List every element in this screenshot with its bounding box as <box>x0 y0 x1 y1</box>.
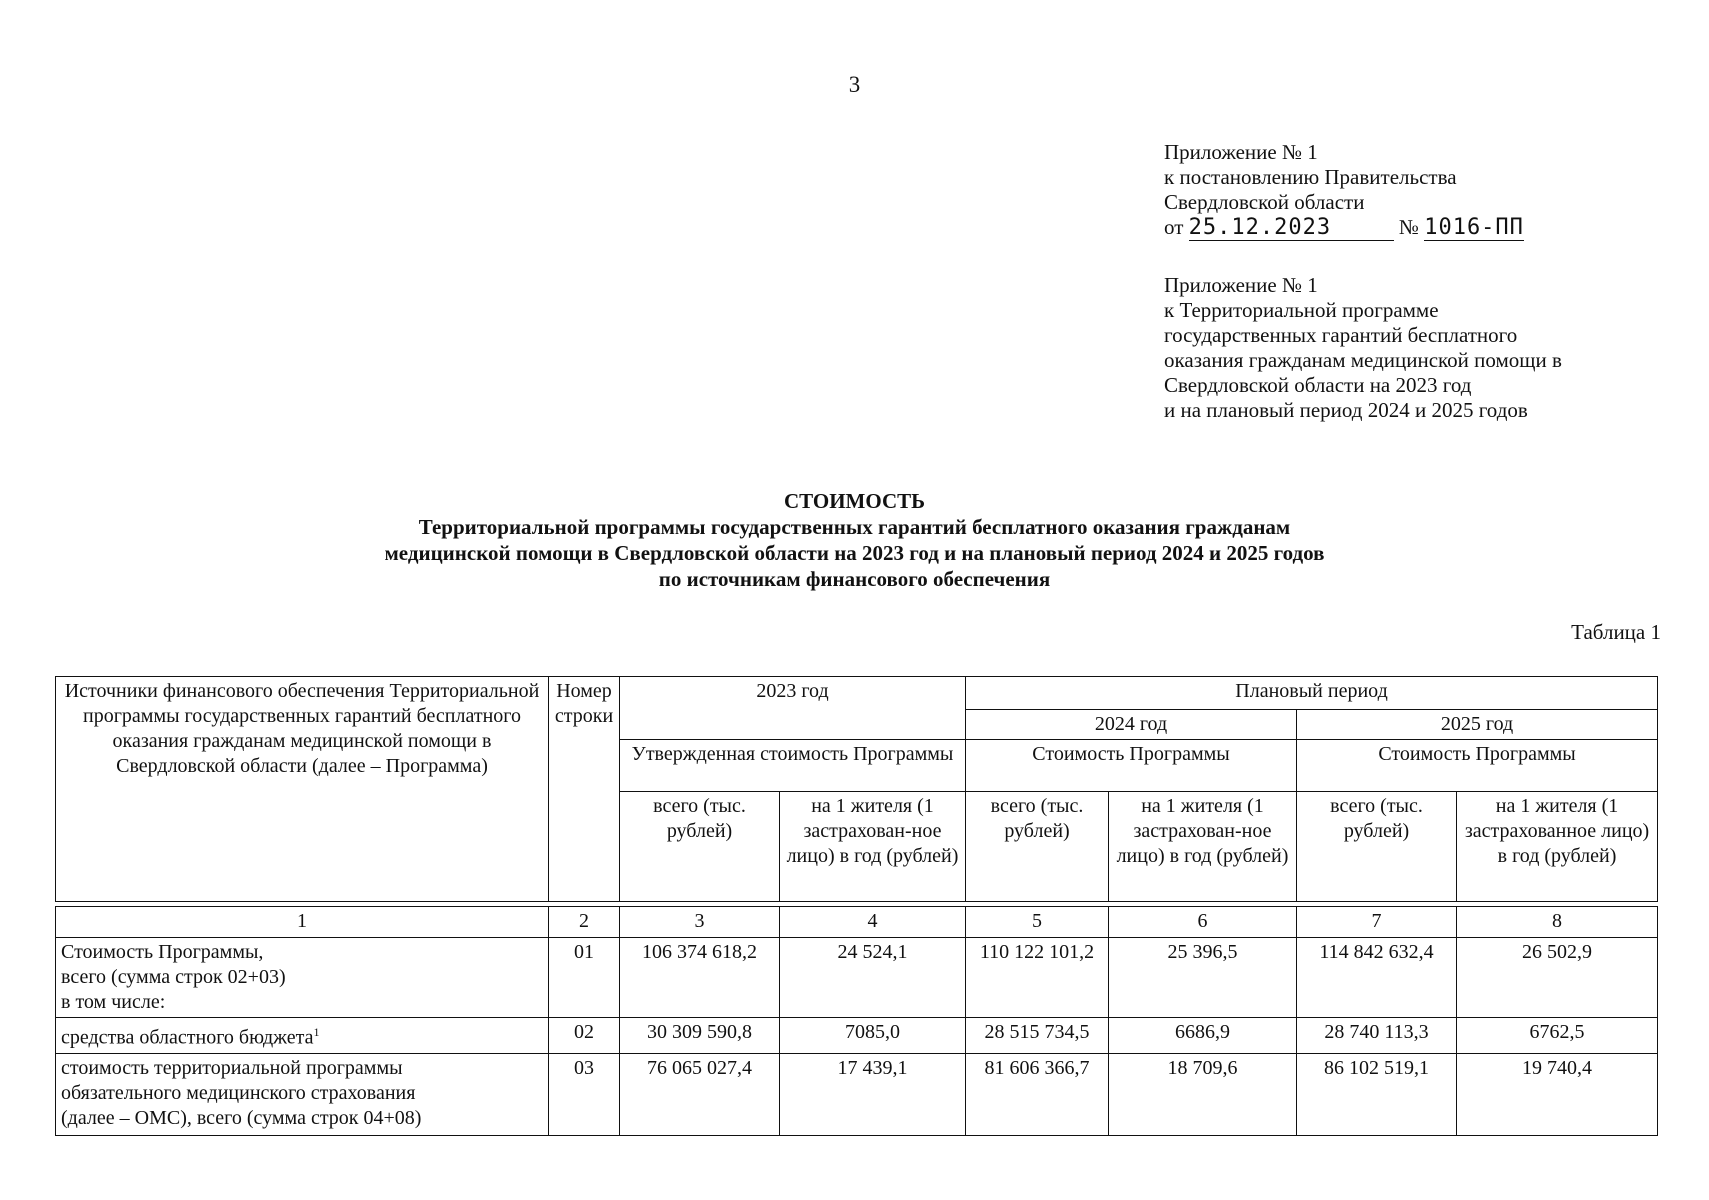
header-program-cost-2024: Стоимость Программы <box>966 740 1297 792</box>
decree-appendix-line: Приложение № 1 <box>1164 140 1318 164</box>
cell-2025-per-capita: 6762,5 <box>1457 1018 1658 1054</box>
header-year-2025: 2025 год <box>1297 710 1658 740</box>
cell-2025-total: 114 842 632,4 <box>1297 938 1457 1018</box>
program-appendix-line: государственных гарантий бесплатного <box>1164 323 1518 347</box>
table-label: Таблица 1 <box>1571 620 1661 644</box>
cell-2024-total: 110 122 101,2 <box>966 938 1109 1018</box>
column-number: 4 <box>780 907 966 938</box>
footnote-marker: 1 <box>313 1025 320 1039</box>
cell-2025-per-capita: 19 740,4 <box>1457 1053 1658 1135</box>
cell-2023-per-capita: 17 439,1 <box>780 1053 966 1135</box>
title-line: по источникам финансового обеспечения <box>658 567 1051 591</box>
document-title <box>0 488 1709 592</box>
decree-date-line <box>1164 215 1684 241</box>
header-total-2024: всего (тыс. рублей) <box>966 792 1109 902</box>
row-number: 02 <box>549 1018 620 1054</box>
program-appendix-block <box>1164 273 1684 423</box>
row-source-line: Стоимость Программы, <box>61 941 264 963</box>
cell-2025-total: 28 740 113,3 <box>1297 1018 1457 1054</box>
row-source-line: в том числе: <box>61 991 166 1013</box>
row-source <box>56 1018 549 1054</box>
decree-date: 25.12.2023 <box>1188 215 1332 240</box>
decree-appendix-block <box>1164 140 1684 241</box>
header-program-cost-2025: Стоимость Программы <box>1297 740 1658 792</box>
decree-number: 1016-ПП <box>1424 215 1524 240</box>
header-total-2023: всего (тыс. рублей) <box>620 792 780 902</box>
row-source-line: (далее – ОМС), всего (сумма строк 04+08) <box>61 1106 422 1129</box>
cell-2024-per-capita: 18 709,6 <box>1109 1053 1297 1135</box>
row-source <box>56 1053 549 1135</box>
header-per-capita-2025: на 1 жителя (1 застрахованное лицо) в год (рублей) <box>1457 792 1658 902</box>
table-row <box>56 938 1658 1018</box>
column-number: 8 <box>1457 907 1658 938</box>
number-prefix: № <box>1398 215 1419 239</box>
column-number: 3 <box>620 907 780 938</box>
row-source-line: всего (сумма строк 02+03) <box>61 966 286 988</box>
table-row <box>56 1018 1658 1054</box>
cell-2023-per-capita: 24 524,1 <box>780 938 966 1018</box>
cell-2024-per-capita: 6686,9 <box>1109 1018 1297 1054</box>
row-source-line: обязательного медицинского страхования <box>61 1081 416 1104</box>
program-appendix-line: оказания гражданам медицинской помощи в <box>1164 348 1562 372</box>
program-appendix-line: Приложение № 1 <box>1164 273 1318 297</box>
row-source-text: средства областного бюджета <box>61 1026 314 1049</box>
column-number: 5 <box>966 907 1109 938</box>
header-per-capita-2023: на 1 жителя (1 застрахован-ное лицо) в год (рублей) <box>780 792 966 902</box>
row-number: 01 <box>549 938 620 1018</box>
program-appendix-line: к Территориальной программе <box>1164 298 1439 322</box>
column-number: 1 <box>56 907 549 938</box>
header-row-number: Номер строки <box>549 677 620 902</box>
cell-2025-per-capita: 26 502,9 <box>1457 938 1658 1018</box>
header-year-2024: 2024 год <box>966 710 1297 740</box>
cell-2024-total: 28 515 734,5 <box>966 1018 1109 1054</box>
page-number: 3 <box>848 72 861 97</box>
decree-appendix-line: к постановлению Правительства <box>1164 165 1457 189</box>
title-line: СТОИМОСТЬ <box>783 489 926 513</box>
row-source <box>56 938 549 1018</box>
title-line: Территориальной программы государственных гарантий бесплатного оказания гражданам <box>418 515 1291 539</box>
column-number: 6 <box>1109 907 1297 938</box>
cell-2024-total: 81 606 366,7 <box>966 1053 1109 1135</box>
table-row <box>56 1053 1658 1135</box>
decree-appendix-line: Свердловской области <box>1164 190 1365 214</box>
header-total-2025: всего (тыс. рублей) <box>1297 792 1457 902</box>
cell-2023-per-capita: 7085,0 <box>780 1018 966 1054</box>
header-per-capita-2024: на 1 жителя (1 застрахован-ное лицо) в год (рублей) <box>1109 792 1297 902</box>
header-approved-cost: Утвержденная стоимость Программы <box>620 740 966 792</box>
decree-date-field <box>1189 215 1394 241</box>
program-appendix-line: Свердловской области на 2023 год <box>1164 373 1472 397</box>
program-appendix-line: и на плановый период 2024 и 2025 годов <box>1164 398 1528 422</box>
table-header <box>55 676 1658 902</box>
decree-number-field <box>1424 215 1524 241</box>
cell-2023-total: 76 065 027,4 <box>620 1053 780 1135</box>
row-source-line: стоимость территориальной программы <box>61 1056 403 1079</box>
header-year-2023: 2023 год <box>620 677 966 740</box>
cell-2025-total: 86 102 519,1 <box>1297 1053 1457 1135</box>
header-source: Источники финансового обеспечения Территориальной программы государственных гарантий бесплатного оказания гражданам медицинской помощи в Свердловской области (далее – Программа) <box>56 677 549 902</box>
cell-2023-total: 106 374 618,2 <box>620 938 780 1018</box>
date-prefix: от <box>1164 215 1184 239</box>
title-line: медицинской помощи в Свердловской области на 2023 год и на плановый период 2024 и 2025 годов <box>384 541 1325 565</box>
column-number-row <box>56 907 1658 938</box>
cell-2024-per-capita: 25 396,5 <box>1109 938 1297 1018</box>
column-number: 2 <box>549 907 620 938</box>
column-number: 7 <box>1297 907 1457 938</box>
row-number: 03 <box>549 1053 620 1135</box>
header-planned-period: Плановый период <box>966 677 1658 710</box>
table-body <box>55 906 1658 1136</box>
cell-2023-total: 30 309 590,8 <box>620 1018 780 1054</box>
